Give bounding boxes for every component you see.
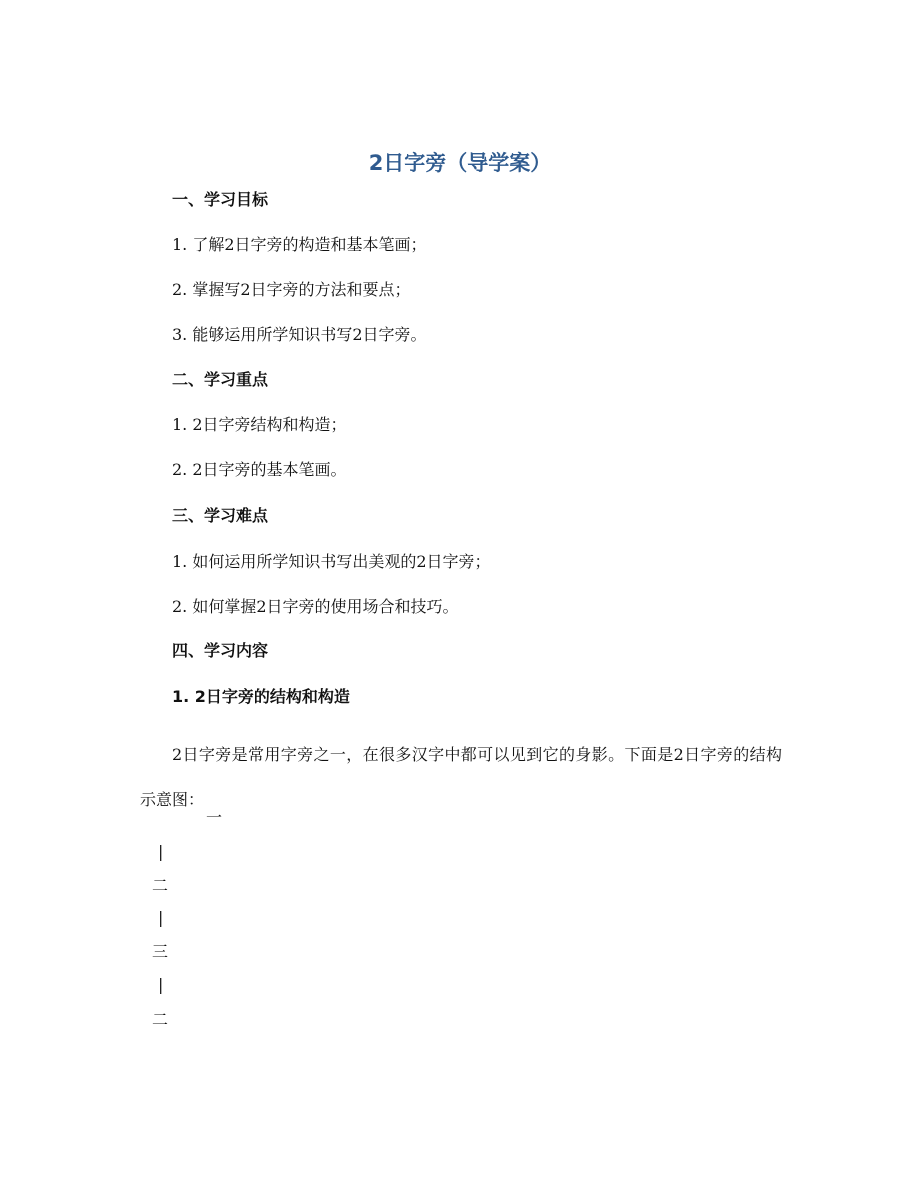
list-item: 1. 如何运用所学知识书写出美观的2日字旁； [172,552,491,571]
section-heading: 二、学习重点 [172,370,269,389]
paragraph: 2日字旁是常用字旁之一，在很多汉字中都可以见到它的身影。下面是2日字旁的结构示意图： [140,745,782,809]
section-heading: 三、学习难点 [172,506,269,525]
list-item: 1. 2日字旁结构和构造； [172,415,347,434]
list-item: 1. 了解2日字旁的构造和基本笔画； [172,235,427,254]
page-title: 2日字旁（导学案） [368,151,552,175]
diagram-stroke: 三 [152,942,169,961]
subheading: 1. 2日字旁的结构和构造 [172,687,350,706]
list-item: 3. 能够运用所学知识书写2日字旁。 [172,325,427,344]
diagram-connector: | [158,842,164,861]
list-item: 2. 掌握写2日字旁的方法和要点； [172,280,411,299]
diagram-stroke: 二 [152,1010,169,1029]
diagram-stroke: 二 [152,876,169,895]
diagram-stroke: 一 [206,808,223,827]
list-item: 2. 2日字旁的基本笔画。 [172,460,347,479]
section-heading: 一、学习目标 [172,190,269,209]
diagram-connector: | [158,975,164,994]
list-item: 2. 如何掌握2日字旁的使用场合和技巧。 [172,597,459,616]
section-heading: 四、学习内容 [172,641,269,660]
diagram-connector: | [158,908,164,927]
